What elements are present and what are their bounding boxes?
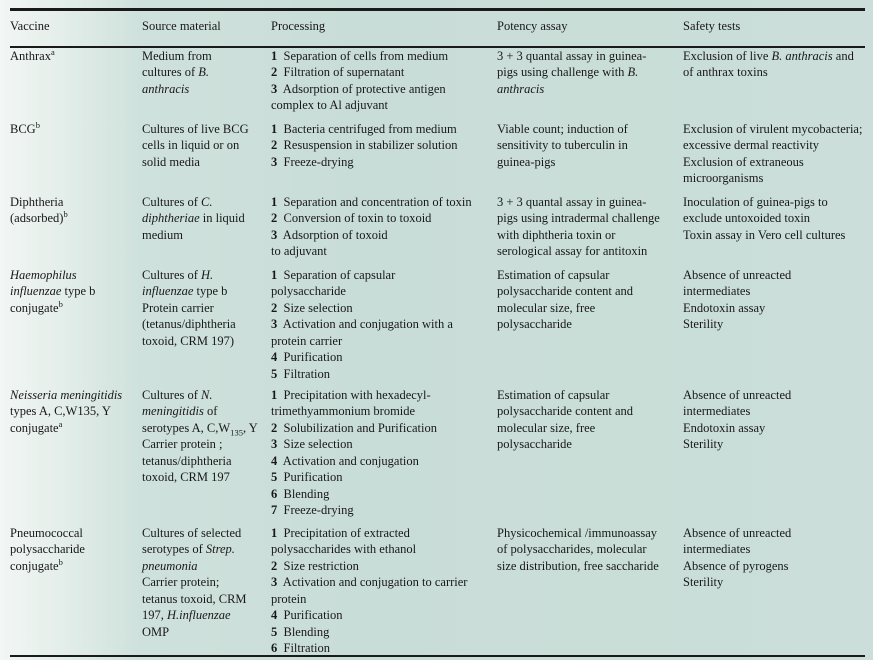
table-row bbox=[10, 48, 865, 121]
text-line: polysaccharide content and bbox=[497, 284, 634, 298]
text-line: Absence of unreacted bbox=[683, 267, 792, 282]
text-line: conjugate$^b$ bbox=[10, 556, 63, 573]
text-line: polysaccharide content and bbox=[497, 404, 634, 418]
text-line: intermediates bbox=[683, 404, 751, 418]
text-line: Sterility bbox=[683, 437, 724, 451]
text-line: tetanus/diphtheria bbox=[142, 453, 232, 468]
column-header-vaccine: Vaccine bbox=[10, 19, 50, 33]
text-line: 3 Activation and conjugation with a bbox=[271, 317, 453, 331]
table-header-row bbox=[10, 11, 865, 48]
cell-safety bbox=[683, 48, 865, 121]
text-line: Exclusion of extraneous bbox=[683, 154, 804, 169]
text-line: Carrier protein ; bbox=[142, 437, 223, 451]
text-line: 1 Precipitation of extracted bbox=[271, 525, 410, 540]
text-line: 2 Filtration of supernatant bbox=[271, 65, 405, 79]
cell-safety bbox=[683, 121, 865, 194]
cell-source bbox=[142, 194, 271, 267]
cell-vaccine bbox=[10, 121, 142, 194]
text-line: complex to Al adjuvant bbox=[271, 98, 388, 112]
cell-vaccine bbox=[10, 267, 142, 387]
text-line: toxoid, CRM 197) bbox=[142, 333, 235, 348]
text-line: Inoculation of guinea-pigs to bbox=[683, 194, 828, 209]
text-line: molecular size, free bbox=[497, 420, 596, 435]
cell-vaccine bbox=[10, 48, 142, 121]
cell-processing bbox=[271, 121, 497, 194]
text-line: tetanus toxoid, CRM bbox=[142, 591, 247, 606]
text-line: intermediates bbox=[683, 542, 751, 556]
text-line: of polysaccharides, molecular bbox=[497, 542, 647, 556]
text-line: 3 + 3 quantal assay in guinea- bbox=[497, 48, 647, 63]
cell-source bbox=[142, 48, 271, 121]
text-line: (tetanus/diphtheria bbox=[142, 317, 236, 331]
text-line: 1 Separation of capsular bbox=[271, 267, 396, 282]
text-line: serotypes A, $C,W_{135}$, Y bbox=[142, 420, 258, 437]
text-line: sensitivity to tuberculin in bbox=[497, 138, 628, 152]
text-line: Carrier protein; bbox=[142, 575, 220, 589]
text-line: Exclusion of virulent mycobacteria; bbox=[683, 121, 863, 136]
text-line: of anthrax toxins bbox=[683, 65, 768, 79]
text-line: serotypes of Strep. bbox=[142, 542, 235, 556]
cell-safety bbox=[683, 387, 865, 525]
text-line: anthracis bbox=[497, 81, 545, 96]
table-body bbox=[10, 48, 865, 657]
text-line: OMP bbox=[142, 624, 170, 639]
cell-safety bbox=[683, 194, 865, 267]
text-line: Cultures of live BCG bbox=[142, 121, 249, 136]
text-line: Absence of pyrogens bbox=[683, 558, 789, 573]
text-line: 5 Blending bbox=[271, 624, 330, 639]
text-line: serological assay for antitoxin bbox=[497, 244, 648, 258]
text-line: Cultures of H. bbox=[142, 267, 214, 282]
text-line: exclude untoxoided toxin bbox=[683, 211, 811, 225]
text-line: Viable count; induction of bbox=[497, 121, 628, 136]
text-line: 6 Blending bbox=[271, 486, 330, 501]
text-line: conjugate$^b$ bbox=[10, 298, 63, 315]
text-line: diphtheriae in liquid bbox=[142, 211, 245, 225]
cell-vaccine bbox=[10, 525, 142, 657]
text-line: influenzae type b bbox=[142, 284, 228, 298]
text-line: cells in liquid or on bbox=[142, 138, 240, 152]
cell-processing bbox=[271, 48, 497, 121]
cell-potency bbox=[497, 48, 683, 121]
cell-potency bbox=[497, 387, 683, 525]
text-line: Anthrax$^a$ bbox=[10, 46, 55, 63]
text-line: solid media bbox=[142, 154, 200, 169]
text-line: Cultures of C. bbox=[142, 194, 213, 209]
table-row bbox=[10, 525, 865, 657]
text-line: Exclusion of live B. anthracis and bbox=[683, 48, 854, 63]
text-line: Toxin assay in Vero cell cultures bbox=[683, 227, 846, 242]
text-line: 1 Separation of cells from medium bbox=[271, 48, 449, 63]
cell-source bbox=[142, 267, 271, 387]
text-line: polysaccharide bbox=[497, 317, 572, 331]
text-line: intermediates bbox=[683, 284, 751, 298]
text-line: 2 Solubilization and Purification bbox=[271, 420, 437, 435]
text-line: 1 Precipitation with hexadecyl- bbox=[271, 387, 431, 402]
table-row bbox=[10, 387, 865, 525]
text-line: pigs using intradermal challenge bbox=[497, 211, 660, 225]
text-line: Absence of unreacted bbox=[683, 387, 792, 402]
text-line: cultures of B. bbox=[142, 65, 209, 79]
cell-source bbox=[142, 525, 271, 657]
table-row bbox=[10, 194, 865, 267]
text-line: 1 Bacteria centrifuged from medium bbox=[271, 121, 457, 136]
text-line: size distribution, free saccharide bbox=[497, 558, 659, 573]
text-line: types A, C,W135, Y bbox=[10, 404, 111, 418]
text-line: 6 Filtration bbox=[271, 641, 331, 655]
text-line: 4 Purification bbox=[271, 350, 343, 364]
cell-processing bbox=[271, 387, 497, 525]
text-line: Neisseria meningitidis bbox=[10, 387, 123, 402]
text-line: Diphtheria bbox=[10, 194, 64, 209]
text-line: Sterility bbox=[683, 575, 724, 589]
text-line: 197, H.influenzae bbox=[142, 608, 231, 622]
cell-potency bbox=[497, 525, 683, 657]
text-line: 4 Activation and conjugation bbox=[271, 453, 419, 468]
text-line: microorganisms bbox=[683, 171, 764, 185]
text-line: anthracis bbox=[142, 81, 190, 96]
text-line: polysaccharides with ethanol bbox=[271, 542, 417, 556]
text-line: influenzae type b bbox=[10, 284, 96, 298]
text-line: 3 Size selection bbox=[271, 437, 353, 451]
cell-source bbox=[142, 121, 271, 194]
cell-safety bbox=[683, 267, 865, 387]
text-line: Estimation of capsular bbox=[497, 387, 610, 402]
cell-processing bbox=[271, 525, 497, 657]
cell-processing bbox=[271, 267, 497, 387]
text-line: 3 Freeze-drying bbox=[271, 154, 354, 169]
text-line: molecular size, free bbox=[497, 300, 596, 315]
text-line: 7 Freeze-drying bbox=[271, 503, 354, 517]
text-line: Protein carrier bbox=[142, 300, 214, 315]
text-line: 3 Adsorption of protective antigen bbox=[271, 81, 446, 96]
cell-potency bbox=[497, 267, 683, 387]
text-line: protein bbox=[271, 591, 307, 606]
text-line: 3 Adsorption of toxoid bbox=[271, 227, 388, 242]
text-line: 2 Conversion of toxin to toxoid bbox=[271, 211, 432, 225]
text-line: medium bbox=[142, 227, 183, 242]
text-line: trimethyammonium bromide bbox=[271, 404, 416, 418]
cell-potency bbox=[497, 194, 683, 267]
text-line: polysaccharide bbox=[497, 437, 572, 451]
text-line: 4 Purification bbox=[271, 608, 343, 622]
column-header-source: Source material bbox=[142, 19, 221, 33]
text-line: 2 Resuspension in stabilizer solution bbox=[271, 138, 458, 152]
text-line: BCG$^b$ bbox=[10, 119, 40, 136]
text-line: guinea-pigs bbox=[497, 154, 556, 169]
text-line: to adjuvant bbox=[271, 244, 327, 258]
text-line: Endotoxin assay bbox=[683, 420, 766, 435]
text-line: toxoid, CRM 197 bbox=[142, 470, 230, 484]
text-line: 1 Separation and concentration of toxin bbox=[271, 194, 472, 209]
text-line: protein carrier bbox=[271, 333, 343, 348]
text-line: Endotoxin assay bbox=[683, 300, 766, 315]
text-line: Cultures of selected bbox=[142, 525, 242, 540]
text-line: 5 Purification bbox=[271, 470, 343, 484]
text-line: excessive dermal reactivity bbox=[683, 138, 820, 152]
cell-safety bbox=[683, 525, 865, 657]
text-line: Cultures of N. bbox=[142, 387, 213, 402]
cell-potency bbox=[497, 121, 683, 194]
text-line: 5 Filtration bbox=[271, 366, 331, 381]
text-line: 3 Activation and conjugation to carrier bbox=[271, 575, 468, 589]
text-line: conjugate$^a$ bbox=[10, 418, 63, 435]
text-line: 3 + 3 quantal assay in guinea- bbox=[497, 194, 647, 209]
cell-vaccine bbox=[10, 387, 142, 525]
cell-vaccine bbox=[10, 194, 142, 267]
text-line: pneumonia bbox=[142, 558, 198, 573]
cell-processing bbox=[271, 194, 497, 267]
vaccine-table bbox=[10, 8, 865, 657]
text-line: Pneumococcal bbox=[10, 525, 83, 540]
column-header-processing: Processing bbox=[271, 19, 326, 33]
text-line: polysaccharide bbox=[10, 542, 85, 556]
text-line: Sterility bbox=[683, 317, 724, 331]
text-line: meningitidis of bbox=[142, 404, 218, 418]
text-line: Medium from bbox=[142, 48, 212, 63]
text-line: Estimation of capsular bbox=[497, 267, 610, 282]
cell-source bbox=[142, 387, 271, 525]
column-header-potency: Potency assay bbox=[497, 19, 568, 33]
text-line: Absence of unreacted bbox=[683, 525, 792, 540]
text-line: (adsorbed)$^b$ bbox=[10, 208, 68, 225]
text-line: Physicochemical /immunoassay bbox=[497, 525, 658, 540]
table-row bbox=[10, 267, 865, 387]
text-line: polysaccharide bbox=[271, 284, 346, 298]
text-line: with diphtheria toxin or bbox=[497, 227, 616, 242]
column-header-safety: Safety tests bbox=[683, 19, 741, 33]
text-line: 2 Size restriction bbox=[271, 558, 359, 573]
table-row bbox=[10, 121, 865, 194]
text-line: 2 Size selection bbox=[271, 300, 353, 315]
text-line: Haemophilus bbox=[10, 267, 77, 282]
text-line: pigs using challenge with B. bbox=[497, 65, 639, 79]
